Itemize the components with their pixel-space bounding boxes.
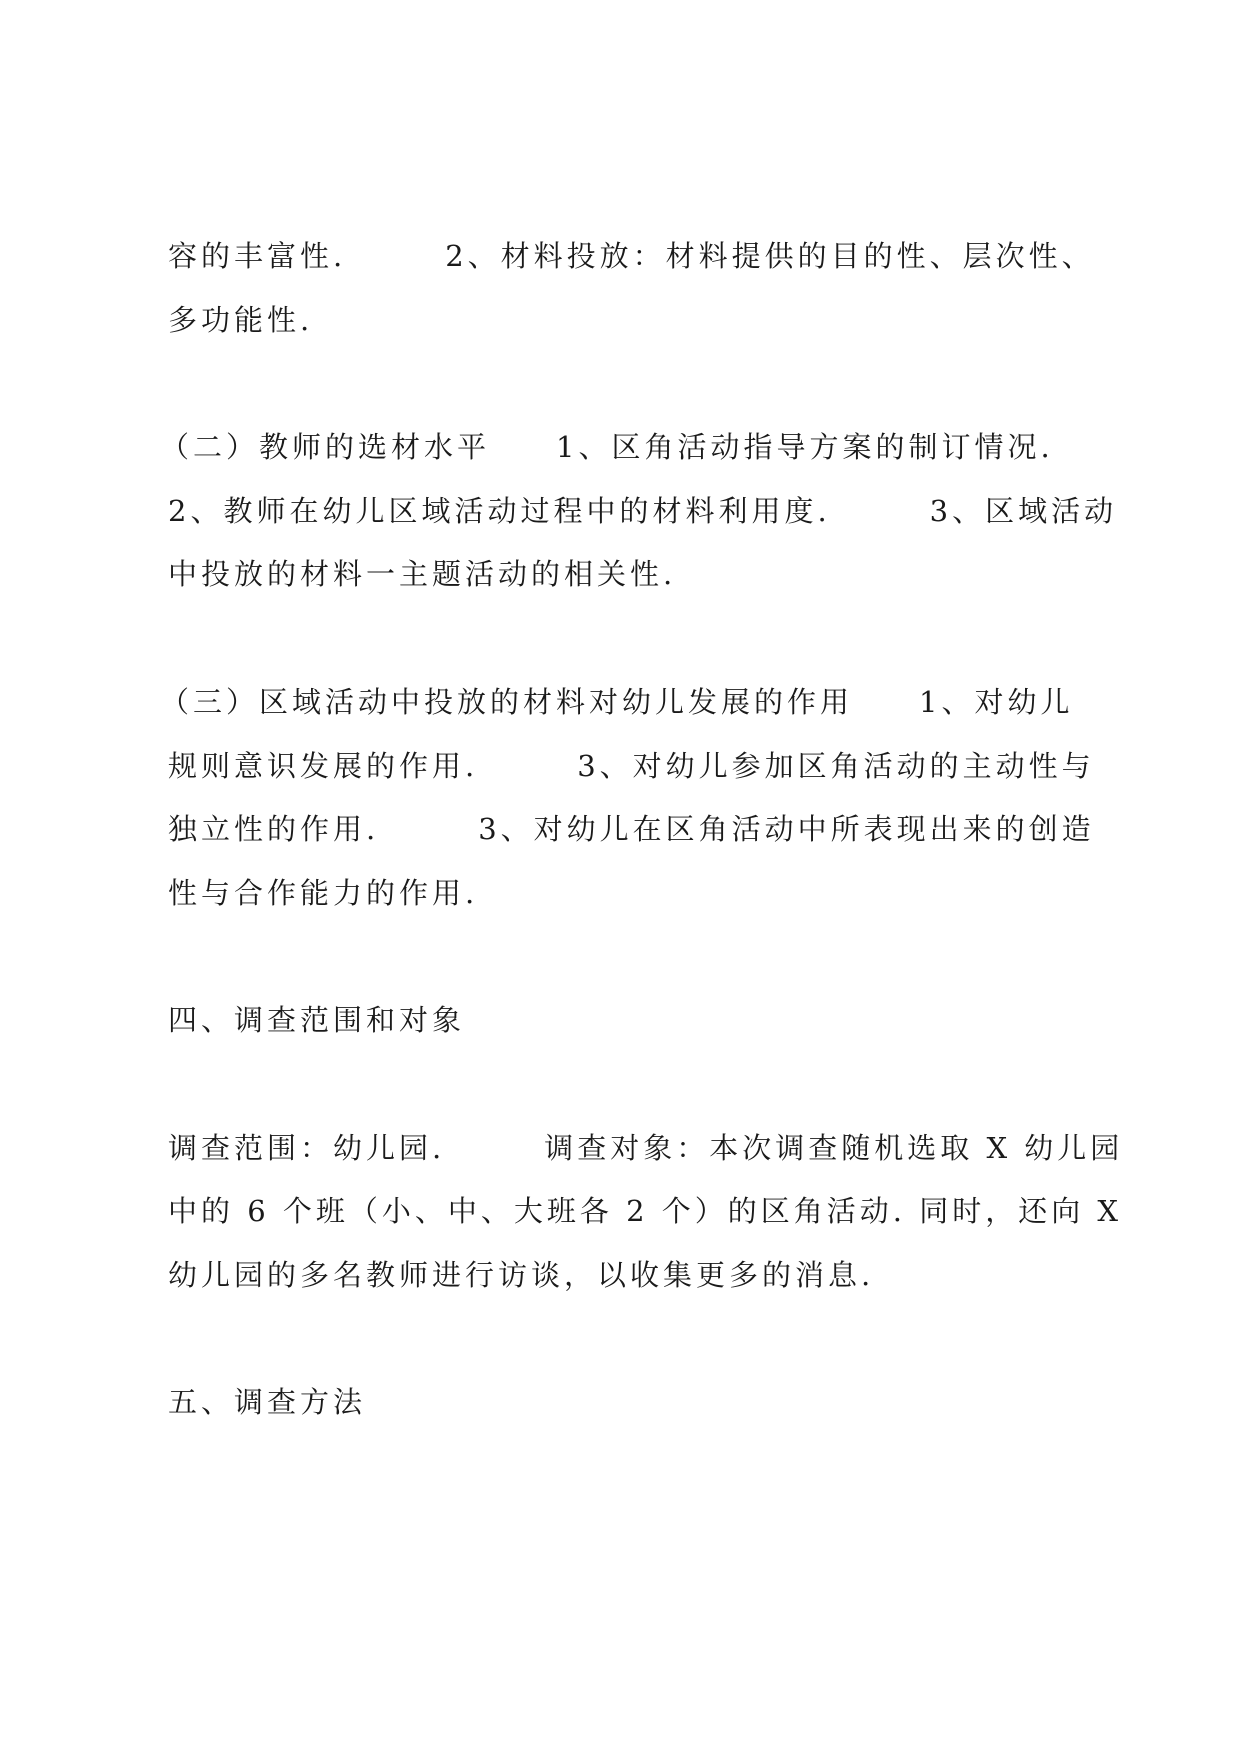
paragraph-5-line-1: 调查范围：幼儿园. 调查对象：本次调查随机选取 X 幼儿园: [168, 1131, 1124, 1165]
paragraph-3-line-2: 规则意识发展的作用. 3、对幼儿参加区角活动的主动性与: [168, 749, 1095, 783]
paragraph-5-line-2: 中的 6 个班（小、中、大班各 2 个）的区角活动. 同时，还向 X: [168, 1194, 1123, 1228]
paragraph-3-line-4: 性与合作能力的作用.: [168, 876, 479, 910]
section-heading-4: 四、调查范围和对象: [168, 1003, 466, 1037]
paragraph-1-line-1: 容的丰富性. 2、材料投放：材料提供的目的性、层次性、: [168, 239, 1095, 273]
paragraph-3-line-3: 独立性的作用. 3、对幼儿在区角活动中所表现出来的创造: [168, 812, 1095, 846]
paragraph-1-line-2: 多功能性.: [168, 303, 314, 337]
paragraph-2-line-1: （二）教师的选材水平 1、区角活动指导方案的制订情况.: [160, 430, 1054, 464]
section-heading-5: 五、调查方法: [168, 1385, 367, 1419]
paragraph-5-line-3: 幼儿园的多名教师进行访谈，以收集更多的消息.: [168, 1258, 875, 1292]
paragraph-2-line-2: 2、教师在幼儿区域活动过程中的材料利用度. 3、区域活动: [168, 494, 1118, 528]
paragraph-2-line-3: 中投放的材料一主题活动的相关性.: [168, 557, 677, 591]
paragraph-3-line-1: （三）区域活动中投放的材料对幼儿发展的作用 1、对幼儿: [160, 685, 1074, 719]
